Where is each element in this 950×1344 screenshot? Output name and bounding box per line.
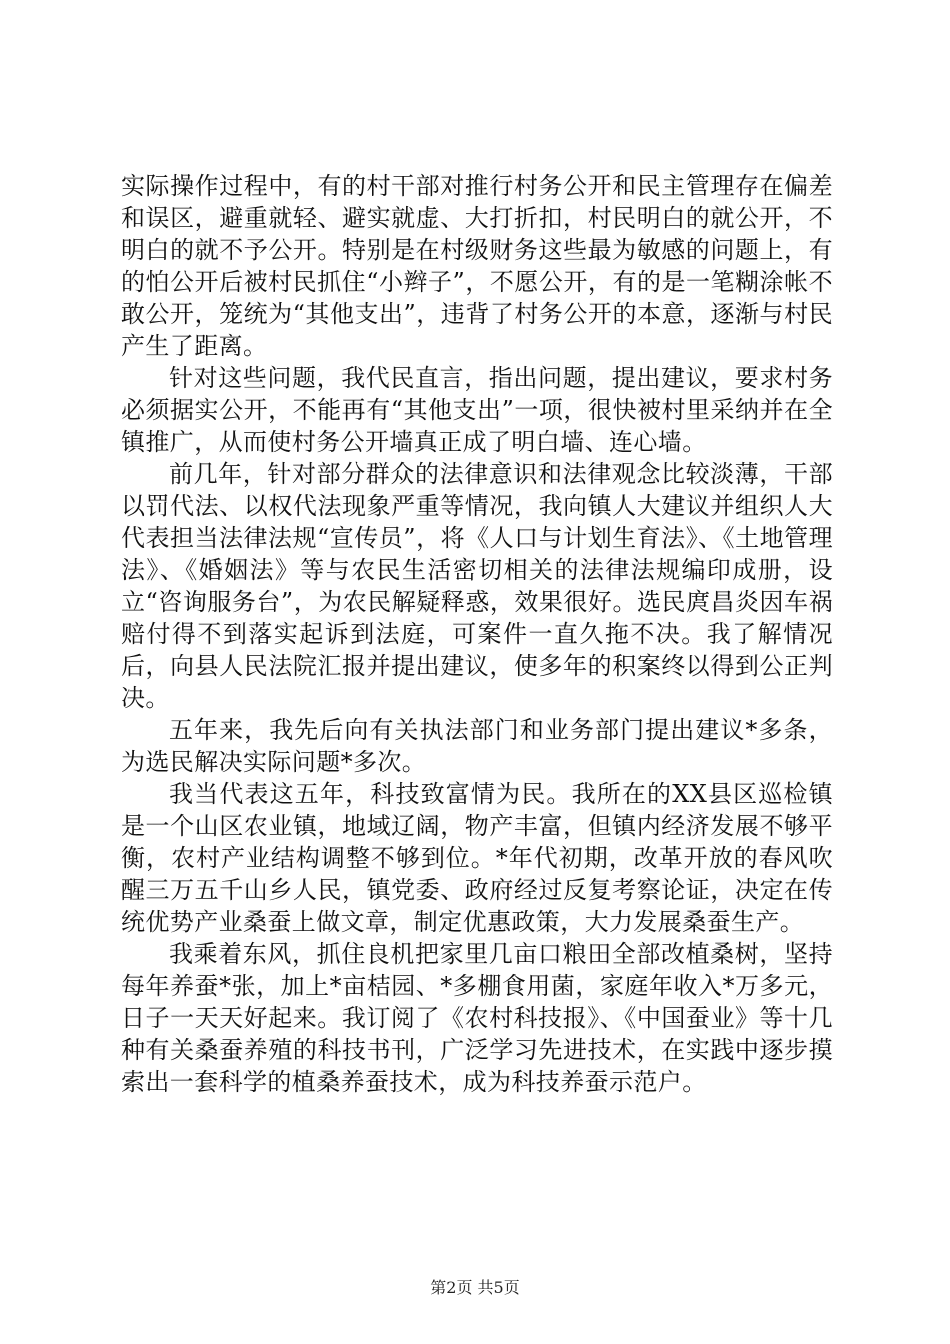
paragraph-five-years: 五年来，我先后向有关执法部门和业务部门提出建议*多条，为选民解决实际问题*多次。 bbox=[121, 716, 833, 776]
paragraph-continuation: 实际操作过程中，有的村干部对推行村务公开和民主管理存在偏差和误区，避重就轻、避实就虚、大打折扣，村民明白的就公开，不明白的就不予公开。特别是在村级财务这些最为敏感的问题上，有的怕公开后被村民抓住“小辫子”，不愿公开，有的是一笔糊涂帐不敢公开，笼统为“其他支出”，违背了村务公开的本意，逐渐与村民产生了距离。 bbox=[121, 172, 833, 360]
paragraph-technology: 我当代表这五年，科技致富情为民。我所在的XX县区巡检镇是一个山区农业镇，地域辽阔，物产丰富，但镇内经济发展不够平衡，农村产业结构调整不够到位。*年代初期，改革开放的春风吹醒三万五千山乡人民，镇党委、政府经过反复考察论证，决定在传统优势产业桑蚕上做文章，制定优惠政策，大力发展桑蚕生产。 bbox=[121, 780, 833, 936]
paragraph-sericulture: 我乘着东风，抓住良机把家里几亩口粮田全部改植桑树，坚持每年养蚕*张，加上*亩桔园、*多棚食用菌，家庭年收入*万多元，日子一天天好起来。我订阅了《农村科技报》、《中国蚕业》等十几种有关桑蚕养殖的科技书刊，广泛学习先进技术，在实践中逐步摸索出一套科学的植桑养蚕技术，成为科技养蚕示范户。 bbox=[121, 940, 833, 1096]
paragraph-legal-awareness: 前几年，针对部分群众的法律意识和法律观念比较淡薄，干部以罚代法、以权代法现象严重等情况，我向镇人大建议并组织人大代表担当法律法规“宣传员”，将《人口与计划生育法》、《土地管理法》、《婚姻法》等与农民生活密切相关的法律法规编印成册，设立“咨询服务台”，为农民解疑释惑，效果很好。选民庹昌炎因车祸赔付得不到落实起诉到法庭，可案件一直久拖不决。我了解情况后，向县人民法院汇报并提出建议，使多年的积案终以得到公正判决。 bbox=[121, 460, 833, 712]
paragraph-village-affairs: 针对这些问题，我代民直言，指出问题，提出建议，要求村务必须据实公开，不能再有“其他支出”一项，很快被村里采纳并在全镇推广，从而使村务公开墙真正成了明白墙、连心墙。 bbox=[121, 364, 833, 456]
page-number: 第2页 共5页 bbox=[430, 1278, 520, 1297]
document-body bbox=[121, 170, 833, 1098]
